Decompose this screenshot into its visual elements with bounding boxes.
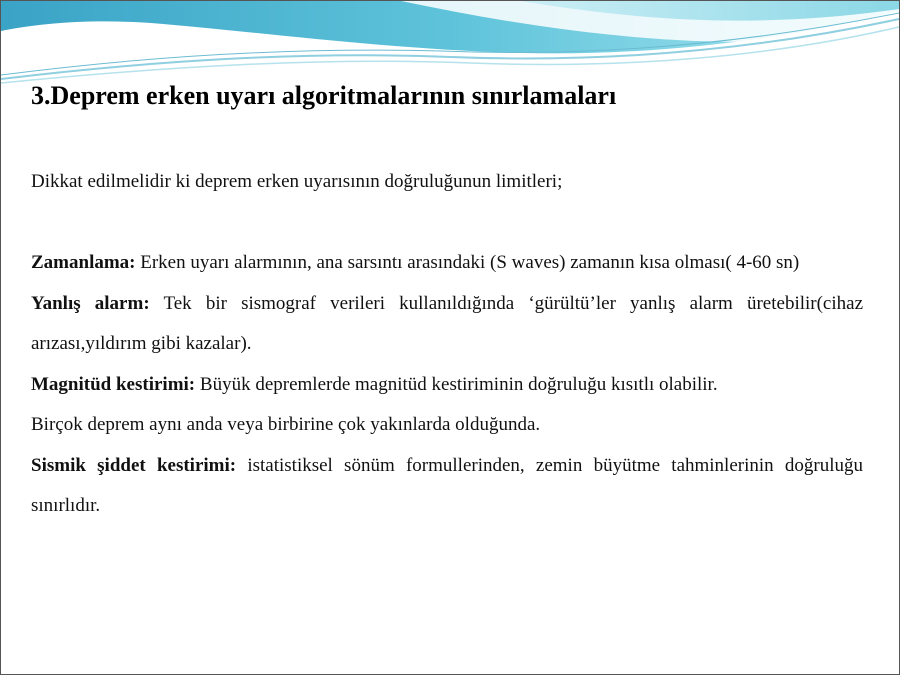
slide-title: 3.Deprem erken uyarı algoritmalarının sınırlamaları xyxy=(31,81,617,110)
item-term: Zamanlama: xyxy=(31,252,136,273)
item-term: Sismik şiddet kestirimi: xyxy=(31,454,237,476)
item-text: Erken uyarı alarmının, ana sarsıntı arasındaki (S waves) zamanın kısa olması( 4-60 sn) xyxy=(135,252,800,273)
item-term: Yanlış alarm: xyxy=(31,292,150,314)
list-item xyxy=(31,405,863,446)
intro-text: Dikkat edilmelidir ki deprem erken uyarısının doğruluğunun limitleri; xyxy=(31,171,563,192)
item-term: Magnitüd kestirimi: xyxy=(31,373,196,395)
item-text: Büyük depremlerde magnitüd kestiriminin doğruluğu kısıtlı olabilir. xyxy=(195,373,718,395)
item-text: Tek bir sismograf verileri kullanıldığında ‘gürültü’ler yanlış alarm üretebilir(cihaz arızası,yıldırım gibi kazalar). xyxy=(31,292,864,354)
item-text: Birçok deprem aynı anda veya birbirine çok yakınlarda olduğunda. xyxy=(31,414,541,435)
list-item xyxy=(31,284,863,365)
list-item xyxy=(31,365,863,406)
list-item xyxy=(31,243,863,284)
item-text: istatistiksel sönüm formullerinden, zemin büyütme tahminlerinin doğruluğu sınırlıdır. xyxy=(31,454,863,516)
list-item xyxy=(31,446,863,527)
limitations-list xyxy=(31,243,863,527)
